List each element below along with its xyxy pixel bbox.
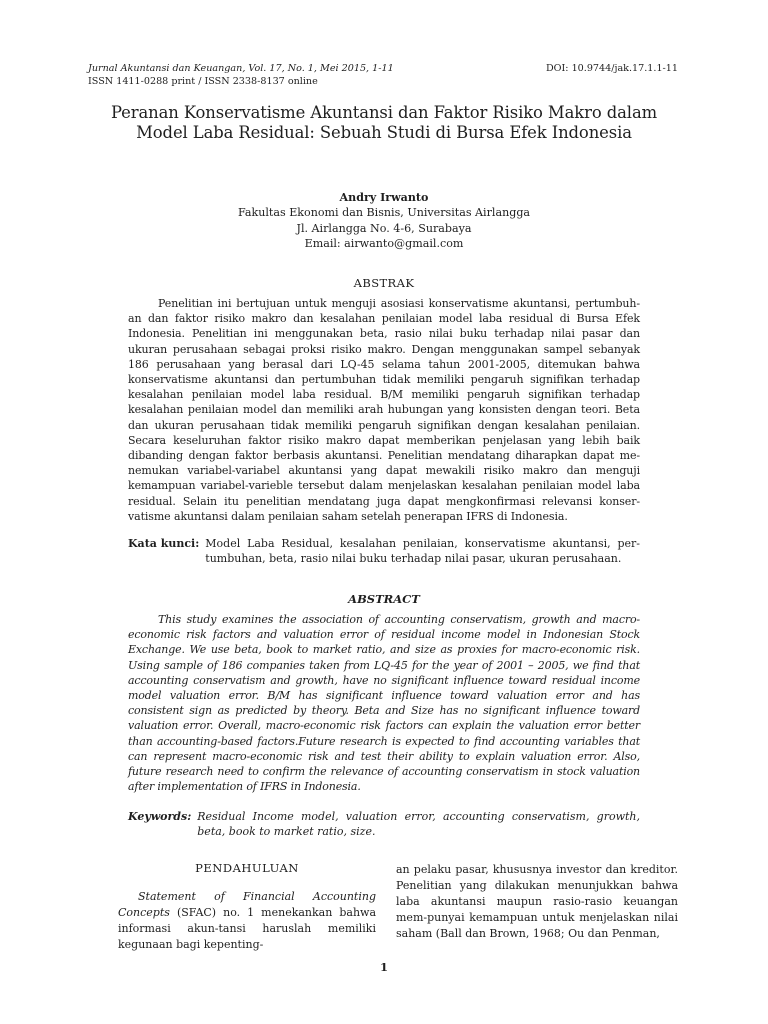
abstract-paragraph: This study examines the association of accounting conservatism, growth and macro-economic risk factors and valuation error of residual income model in Indonesian Stock Exchange. We use beta, book to market ratio, and size as proxies for macro-economic risk. Using sample of 186 companies taken from LQ-45 for the year of 2001 – 2005, we find that accounting conservatism and growth, have no significant influence toward residual income model valuation error. B/M has significant influence toward valuation error and has consistent sign as predicted by theory. Beta and Size has no significant influence toward valuation error. Overall, macro-economic risk factors can explain the valuation error better than accounting-based factors.Future research is expected to find accounting variables that can represent macro-economic risk and test their ability to explain valuation error. Also, future research need to confirm the relevance of accounting conservatism in stock valuation after implementation of IFRS in Indonesia. — [128, 613, 640, 794]
abstrak-heading: ABSTRAK — [353, 276, 415, 290]
abstract-heading: ABSTRACT — [348, 592, 420, 606]
journal-issn: ISSN 1411-0288 print / ISSN 2338-8137 online — [88, 76, 318, 87]
intro-left-text: (SFAC) no. 1 menekankan bahwa informasi akun-tansi haruslah memiliki kegunaan bagi kepenting- — [118, 906, 376, 951]
intro-paragraph-right: an pelaku pasar, khususnya investor dan kreditor. Penelitian yang dilakukan menunjukkan bahwa laba akuntansi maupun rasio-rasio keuangan mem-punyai kemampuan untuk menjelaskan nilai saham (Ball dan Brown, 1968; Ou dan Penman, — [396, 863, 678, 940]
page-number: 1 — [379, 960, 388, 974]
abstract-body — [128, 612, 640, 794]
kata-kunci-label: Kata kunci: — [128, 537, 200, 550]
author-email: Email: airwanto@gmail.com — [304, 237, 464, 251]
pendahuluan-heading: PENDAHULUAN — [195, 861, 299, 875]
intro-lead-italic: Statement of Financial Accounting Concepts — [118, 890, 376, 919]
doi: DOI: 10.9744/jak.17.1.1-11 — [545, 63, 678, 74]
abstrak-paragraph: Penelitian ini bertujuan untuk menguji asosiasi konservatisme akuntansi, pertumbuh-an dan faktor risiko makro dan kesalahan penilaian model laba residual di Bursa Efek Indonesia. Penelitian ini menggunakan beta, rasio nilai buku terhadap nilai pasar dan ukuran perusahaan sebagai proksi risiko makro. Dengan menggunakan sampel sebanyak 186 perusahaan yang berasal dari LQ-45 selama tahun 2001-2005, ditemukan bahwa konservatisme akuntansi dan pertumbuhan tidak memiliki pengaruh signifikan terhadap kesalahan penilaian model laba residual. B/M memiliki pengaruh signifikan terhadap kesalahan penilaian model dan memiliki arah hubungan yang konsisten dengan teori. Beta dan ukuran perusahaan tidak memiliki pengaruh signifikan dengan kesalahan penilaian. Secara keseluruhan faktor risiko makro dapat memberikan penjelasan yang lebih baik dibanding dengan faktor berbasis akuntansi. Penelitian mendatang diharapkan dapat me-nemukan variabel-variabel akuntansi yang dapat mewakili risiko makro dan menguji kemampuan variabel-varieble tersebut dalam menjelaskan kesalahan penilaian model laba residual. Selain itu penelitian mendatang juga dapat mengkonfirmasi relevansi konser-vatisme akuntansi dalam penilaian saham setelah penerapan IFRS di Indonesia. — [128, 297, 640, 523]
kata-kunci-text: Model Laba Residual, kesalahan penilaian, konservatisme akuntansi, per-tumbuhan, beta, rasio nilai buku terhadap nilai pasar, ukuran perusahaan. — [205, 537, 640, 566]
author-address: Jl. Airlangga No. 4-6, Surabaya — [296, 221, 472, 235]
abstrak-body — [128, 296, 640, 524]
keywords — [128, 809, 640, 839]
author-name: Andry Irwanto — [339, 191, 429, 204]
paper-title: Peranan Konservatisme Akuntansi dan Faktor Risiko Makro dalam Model Laba Residual: Sebuah Studi di Bursa Efek Indonesia — [110, 103, 658, 142]
author-block — [100, 190, 668, 252]
left-column — [118, 860, 376, 953]
journal-header — [88, 62, 394, 88]
right-column — [396, 862, 678, 942]
author-affiliation: Fakultas Ekonomi dan Bisnis, Universitas Airlangga — [237, 206, 531, 220]
keywords-text: Residual Income model, valuation error, accounting conservatism, growth, beta, book to market ratio, size. — [197, 810, 640, 839]
intro-paragraph-left — [118, 889, 376, 953]
kata-kunci — [128, 536, 640, 566]
journal-citation: Jurnal Akuntansi dan Keuangan, Vol. 17, No. 1, Mei 2015, 1-11 — [88, 63, 394, 74]
keywords-label: Keywords: — [128, 810, 192, 823]
